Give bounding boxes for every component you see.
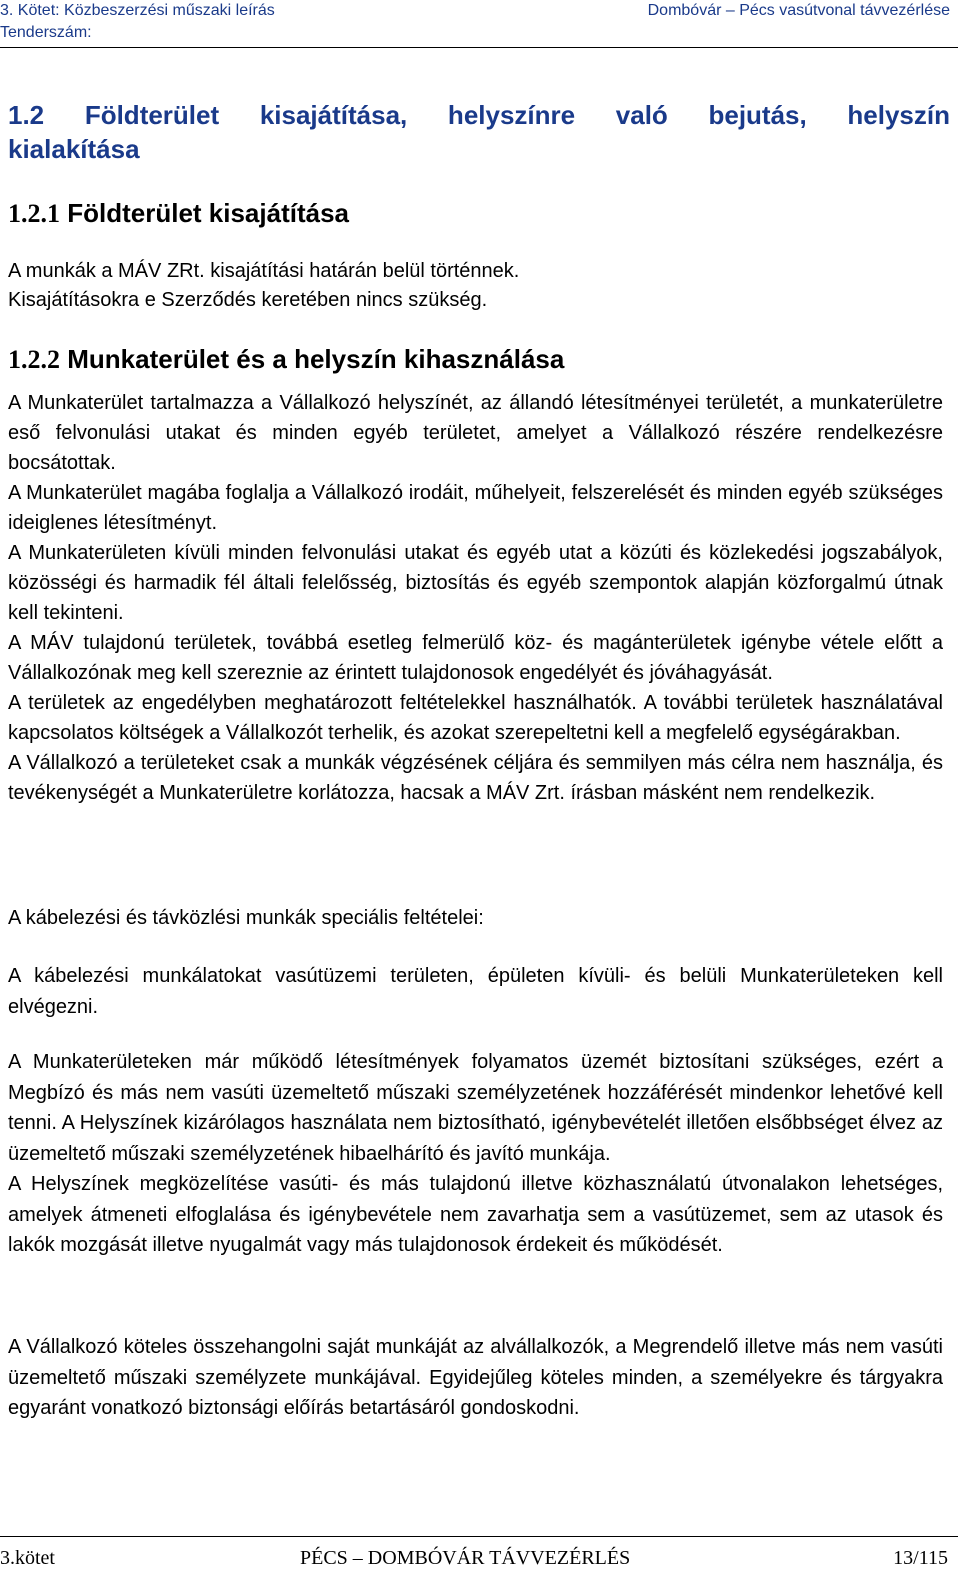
paragraph: A kábelezési munkálatokat vasútüzemi területen, épületen kívüli- és belüli Munkaterületeken kell elvégezni.	[8, 965, 943, 1018]
paragraph: A Vállalkozó köteles összehangolni saját munkáját az alvállalkozók, a Megrendelő illetve más nem vasúti üzemeltető műszaki személyzete munkájával. Egyidejűleg köteles minden, a személyekre és tárgyakra egyaránt vonatkozó biztonsági előírás betartásáról gondoskodni.	[8, 1336, 943, 1419]
header-tender-number: Tenderszám:	[0, 24, 92, 41]
cable-conditions-heading	[8, 903, 943, 934]
paragraph: A Munkaterület magába foglalja a Vállalkozó irodáit, műhelyeit, felszerelését és minden egyéb szükséges ideiglenes létesítményt.	[8, 482, 943, 534]
paragraph: A Munkaterület tartalmazza a Vállalkozó helyszínét, az állandó létesítményei területét, a munkaterületre eső felvonulási utakat és minden egyéb területet, amelyet a Vállalkozó részére rendelkezésre bocsátottak.	[8, 392, 943, 474]
subsection-title: Munkaterület és a helyszín kihasználása	[67, 344, 565, 374]
paragraph: Kisajátításokra e Szerződés keretében nincs szükség.	[8, 289, 488, 311]
paragraph: A munkák a MÁV ZRt. kisajátítási határán belül történnek.	[8, 260, 520, 282]
cable-paragraph-1	[8, 961, 943, 1022]
cable-paragraph-4	[8, 1332, 943, 1424]
footer-volume: 3.kötet	[0, 1547, 55, 1569]
footer-title: PÉCS – DOMBÓVÁR TÁVVEZÉRLÉS	[300, 1547, 631, 1569]
subsection-2-body	[8, 388, 943, 808]
footer-page-number: 13/115	[893, 1547, 948, 1569]
paragraph: A területek az engedélyben meghatározott feltételekkel használhatók. A további területek használatával kapcsolatos költségek a Vállalkozót terhelik, és azokat szerepeltetni kell a megfelelő egységárakban.	[8, 692, 943, 744]
paragraph: A kábelezési és távközlési munkák speciális feltételei:	[8, 907, 484, 929]
subsection-1-body	[8, 257, 943, 315]
section-title	[8, 98, 950, 166]
subsection-heading-1	[8, 196, 349, 231]
footer-divider	[0, 1536, 958, 1537]
section-title-line1: 1.2 Földterület kisajátítása, helyszínre való bejutás, helyszín	[8, 100, 950, 130]
paragraph: A Munkaterületen kívüli minden felvonulási utakat és egyéb utat a közúti és közlekedési jogszabályok, közösségi és harmadik fél általi felelősség, biztosítás és egyéb szempontok alapján közforgalmú útnak kell tekinteni.	[8, 542, 943, 624]
paragraph: A Vállalkozó a területeket csak a munkák végzésének céljára és semmilyen más célra nem használja, és tevékenységét a Munkaterületre korlátozza, hacsak a MÁV Zrt. írásban másként nem rendelkezik.	[8, 752, 943, 804]
paragraph: A Munkaterületeken már működő létesítmények folyamatos üzemét biztosítani szükséges, ezért a Megbízó és más nem vasúti üzemeltető műszaki személyzetének hozzáférését mindenkor lehetővé kell tenni. A Helyszínek kizárólagos használata nem biztosítható, igénybevételét illetően elsőbbséget élvez az üzemeltető műszaki személyzetének hibaelhárító és javító munkája.	[8, 1051, 943, 1165]
header-divider	[0, 47, 958, 48]
header-project-title: Dombóvár – Pécs vasútvonal távvezérlése	[647, 2, 950, 19]
paragraph: A MÁV tulajdonú területek, továbbá esetleg felmerülő köz- és magánterületek igénybe vétele előtt a Vállalkozónak meg kell szereznie az érintett tulajdonosok engedélyét és jóváhagyását.	[8, 632, 943, 684]
subsection-number: 1.2.2	[8, 345, 60, 374]
subsection-title: Földterület kisajátítása	[67, 198, 349, 228]
header-volume-title: 3. Kötet: Közbeszerzési műszaki leírás	[0, 2, 275, 19]
cable-paragraph-2-3	[8, 1047, 943, 1261]
subsection-number: 1.2.1	[8, 199, 60, 228]
subsection-heading-2	[8, 342, 564, 377]
section-title-line2: kialakítása	[8, 134, 140, 164]
paragraph: A Helyszínek megközelítése vasúti- és más tulajdonú illetve közhasználatú útvonalakon lehetséges, amelyek átmeneti elfoglalása és igénybevétele nem zavarhatja sem a vasútüzemet, sem az utasok és lakók mozgását illetve nyugalmát vagy más tulajdonosok érdekeit és működését.	[8, 1173, 943, 1256]
